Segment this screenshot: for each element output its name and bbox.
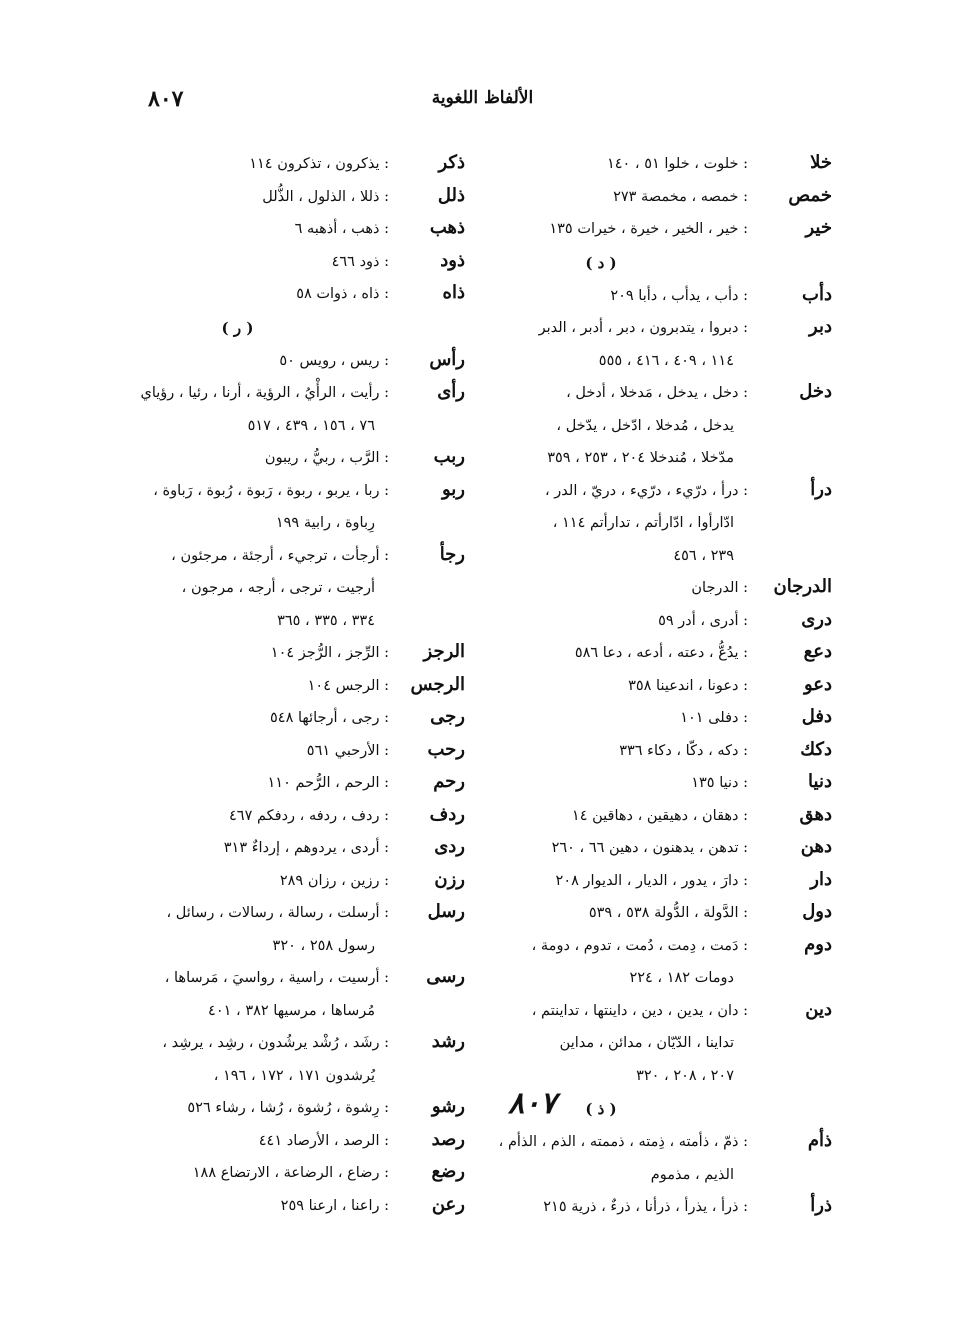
entry-line: : أردى ، يردوهم ، إرداءٌ ٣١٣: [223, 840, 389, 856]
entry-root: رشو: [431, 1096, 465, 1117]
entry-line: : خير ، الخير ، خيرة ، خيرات ١٣٥: [549, 221, 748, 237]
entry-forms: [490, 637, 748, 670]
dictionary-entry: [490, 475, 832, 573]
dictionary-entry: [120, 213, 465, 246]
entry-forms: [490, 377, 748, 475]
dictionary-entry: [120, 442, 465, 475]
entry-forms: [490, 1126, 748, 1191]
entry-root: خمص: [788, 184, 832, 206]
dictionary-entry: [120, 767, 465, 800]
entry-forms: [120, 278, 389, 311]
entry-forms: [120, 962, 389, 1027]
entry-line: : دعونا ، اندعينا ٣٥٨: [628, 677, 748, 694]
entry-root: دهق: [799, 803, 832, 825]
dictionary-entry: [120, 735, 465, 768]
entry-root: رسى: [426, 966, 465, 987]
entry-root: ذود: [440, 249, 465, 271]
entry-forms: [490, 897, 748, 930]
left-column: [120, 148, 465, 1222]
handwritten-page-note: ٨٠٧: [508, 1086, 557, 1121]
entry-line: : خمصه ، مخمصة ٢٧٣: [613, 188, 748, 205]
entry-line: : دَمت ، دِمت ، دُمت ، تدوم ، دومة ،: [531, 937, 748, 954]
dictionary-entry: [120, 148, 465, 181]
dictionary-entry: [490, 702, 832, 735]
entry-line: : رشَد ، رُشْد يرشُدون ، رشِد ، يرشِد ،: [162, 1035, 389, 1051]
entry-line: : ريس ، رويس ٥٠: [279, 352, 389, 369]
entry-line: : ذرأ ، يذرأ ، ذرأنا ، ذرءٌ ، ذرية ٢١٥: [543, 1199, 748, 1215]
entry-root: رأى: [437, 381, 465, 402]
entry-root: ردى: [434, 836, 465, 857]
entry-forms: [120, 213, 389, 246]
entry-forms: [490, 735, 748, 768]
entry-forms: [120, 702, 389, 735]
entry-forms: [120, 1092, 389, 1125]
section-heading: ( ذ ): [585, 1100, 617, 1118]
dictionary-entry: [490, 637, 832, 670]
entry-line: : رزين ، رزان ٢٨٩: [279, 872, 389, 889]
dictionary-entry: [490, 865, 832, 898]
entry-root: رزن: [434, 868, 465, 890]
entry-forms: [490, 702, 748, 735]
dictionary-entry: [120, 800, 465, 833]
entry-line: تداينا ، الدّيّان ، مدائن ، مداين: [559, 1035, 734, 1051]
entry-line: : الرجس ١٠٤: [307, 677, 389, 694]
entry-line: : يذكرون ، تذكرون ١١٤: [249, 156, 389, 172]
section-heading: ( د ): [585, 253, 617, 272]
entry-root: رحب: [427, 738, 465, 760]
entry-root: الرجس: [410, 673, 465, 695]
entry-line: ٧٦ ، ١٥٦ ، ٤٣٩ ، ٥١٧: [247, 417, 375, 434]
entry-root: رحم: [433, 771, 465, 792]
dictionary-entry: [120, 962, 465, 1027]
entry-root: رشد: [431, 1031, 465, 1052]
entry-line: ٢٣٩ ، ٤٥٦: [673, 547, 734, 564]
dictionary-entry: [490, 800, 832, 833]
entry-line: : الدَّولة ، الدُّولة ٥٣٨ ، ٥٣٩: [588, 905, 748, 921]
dictionary-entry: [120, 377, 465, 442]
section-heading: ( ر ): [221, 318, 254, 337]
running-header-title: الألفاظ اللغوية: [431, 88, 534, 108]
dictionary-entry: [490, 605, 832, 638]
entry-root: رسل: [427, 901, 465, 922]
entry-forms: [120, 897, 389, 962]
entry-line: : تدهن ، يدهنون ، دهين ٦٦ ، ٢٦٠: [551, 840, 748, 856]
entry-line: : الرصد ، الأرصاد ٤٤١: [258, 1132, 389, 1149]
dictionary-entry: [120, 181, 465, 214]
entry-line: : ردف ، ردفه ، ردفكم ٤٦٧: [229, 807, 389, 824]
dictionary-entry: [120, 702, 465, 735]
entry-root: ذرأ: [810, 1195, 832, 1216]
entry-forms: [120, 540, 389, 638]
entry-line: : دارَ ، يدور ، الديار ، الديوار ٢٠٨: [555, 872, 748, 889]
entry-line: : دفلى ١٠١: [680, 710, 748, 726]
entry-forms: [120, 832, 389, 865]
entry-forms: [120, 637, 389, 670]
entry-line: : الرَّب ، ربيُّ ، ريبون: [264, 450, 389, 466]
entry-forms: [490, 312, 748, 377]
entry-root: دفل: [801, 706, 832, 727]
entry-forms: [120, 246, 389, 279]
entry-forms: [490, 930, 748, 995]
entry-line: : ذمّ ، ذأمته ، ذِمته ، ذممته ، الذم ، الذأم ،: [498, 1134, 748, 1150]
entry-line: : ربا ، يربو ، ربوة ، رَبوة ، رُبوة ، رَباوة ،: [153, 482, 389, 499]
entry-forms: [490, 800, 748, 833]
entry-forms: [120, 767, 389, 800]
entry-line: ادّارأوا ، ادّارأتم ، تدارأتم ١١٤ ،: [552, 515, 734, 531]
page-number: ٨٠٧: [148, 86, 184, 112]
entry-forms: [120, 1125, 389, 1158]
entry-root: دوم: [804, 933, 832, 955]
entry-forms: [490, 832, 748, 865]
entry-root: رجى: [430, 706, 465, 727]
entry-line: مُرساها ، مرسيها ٣٨٢ ، ٤٠١: [208, 1002, 375, 1019]
entry-forms: [490, 148, 748, 181]
entry-root: ربو: [441, 478, 465, 500]
entry-line: : دان ، يدين ، دين ، داينتها ، تداينتم ،: [531, 1002, 748, 1019]
entry-forms: [120, 670, 389, 703]
entry-forms: [120, 148, 389, 181]
dictionary-entry: [490, 1126, 832, 1191]
entry-line: : أرسلت ، رسالة ، رسالات ، رسائل ،: [166, 905, 389, 921]
entry-root: دأب: [802, 283, 832, 305]
entry-forms: [120, 800, 389, 833]
entry-root: ردف: [429, 803, 465, 825]
dictionary-entry: [490, 181, 832, 214]
entry-root: ذهب: [429, 217, 465, 238]
entry-root: دخل: [799, 381, 832, 402]
entry-root: دار: [810, 868, 832, 890]
entry-line: : رأيت ، الرأْيُ ، الرؤية ، أرنا ، رئيا ، رؤياي: [140, 385, 389, 401]
entry-root: ذأم: [807, 1130, 832, 1151]
entry-forms: [490, 670, 748, 703]
entry-forms: [490, 995, 748, 1093]
dictionary-entry: [120, 345, 465, 378]
dictionary-entry: [490, 377, 832, 475]
entry-line: : خلوت ، خلوا ٥١ ، ١٤٠: [606, 156, 748, 172]
dictionary-entry: [120, 637, 465, 670]
entry-root: درأ: [810, 478, 832, 500]
entry-line: دومات ١٨٢ ، ٢٢٤: [629, 970, 734, 986]
entry-root: دعو: [803, 673, 832, 695]
entry-line: رِباوة ، رابية ١٩٩: [275, 515, 375, 531]
entry-root: ذلل: [437, 184, 465, 206]
entry-line: : الرحم ، الرُّحم ١١٠: [267, 775, 389, 791]
dictionary-entry: [120, 278, 465, 311]
dictionary-entry: [120, 1092, 465, 1125]
entry-forms: [490, 213, 748, 246]
entry-root: ذكر: [438, 152, 465, 173]
entry-root: رأس: [429, 348, 465, 370]
entry-root: دهن: [800, 836, 832, 857]
dictionary-entry: [120, 832, 465, 865]
dictionary-entry: [490, 280, 832, 313]
dictionary-entry: [490, 897, 832, 930]
entry-root: دنيا: [808, 771, 832, 792]
entry-line: مدّخلا ، مُندخلا ٢٠٤ ، ٢٥٣ ، ٣٥٩: [547, 450, 734, 466]
entry-line: : الأرحبي ٥٦١: [306, 742, 389, 759]
entry-line: الذيم ، مذموم: [650, 1166, 734, 1183]
entry-forms: [490, 1191, 748, 1224]
entry-line: : الرِّجز ، الرُّجز ١٠٤: [270, 645, 389, 661]
entry-line: أرجيت ، ترجى ، أرجه ، مرجون ،: [181, 580, 375, 596]
dictionary-entry: [490, 735, 832, 768]
dictionary-entry: [490, 995, 832, 1093]
entry-forms: [120, 865, 389, 898]
dictionary-entry: [120, 897, 465, 962]
dictionary-entry: [120, 1157, 465, 1190]
entry-line: : الدرجان: [691, 580, 748, 596]
entry-line: : درأ ، درّيء ، درّيء ، دريّ ، الدر ،: [545, 482, 748, 499]
entry-root: رجأ: [439, 543, 465, 565]
entry-root: خير: [805, 217, 832, 238]
entry-forms: [120, 345, 389, 378]
entry-line: ١١٤ ، ٤٠٩ ، ٤١٦ ، ٥٥٥: [598, 352, 734, 369]
entry-line: : رِشوة ، رُشوة ، رُشا ، رشاء ٥٢٦: [187, 1100, 389, 1116]
entry-line: يُرشدون ١٧١ ، ١٧٢ ، ١٩٦ ،: [213, 1067, 375, 1084]
entry-line: يدخل ، مُدخلا ، ادّخل ، يدّخل ،: [556, 417, 734, 434]
entry-root: درى: [801, 608, 832, 630]
dictionary-entry: [490, 312, 832, 377]
entry-forms: [490, 280, 748, 313]
entry-forms: [490, 767, 748, 800]
entry-line: : دأب ، يدأب ، دأبا ٢٠٩: [610, 287, 748, 304]
entry-root: دين: [805, 998, 832, 1020]
dictionary-entry: [120, 1125, 465, 1158]
entry-line: : ذود ٤٦٦: [331, 253, 389, 270]
entry-line: : رضاع ، الرضاعة ، الارتضاع ١٨٨: [192, 1165, 389, 1181]
entry-forms: [490, 181, 748, 214]
entry-forms: [120, 442, 389, 475]
entry-forms: [490, 475, 748, 573]
entry-root: رضع: [431, 1161, 465, 1182]
entry-line: : دنيا ١٣٥: [691, 775, 748, 791]
dictionary-entry: [120, 865, 465, 898]
entry-line: : أرسيت ، راسية ، رواسيَ ، مَرساها ،: [164, 970, 389, 986]
entry-line: : أرجأت ، ترجيء ، أرجئة ، مرجئون ،: [171, 547, 389, 564]
entry-line: ٣٣٤ ، ٣٣٥ ، ٣٦٥: [277, 612, 375, 629]
dictionary-entry: [490, 148, 832, 181]
entry-line: : دكه ، دكّا ، دكاء ٣٣٦: [619, 742, 748, 759]
entry-forms: [490, 572, 748, 605]
entry-root: الدرجان: [773, 576, 832, 597]
entry-line: : يدُعُّ ، دعته ، أدعه ، دعا ٥٨٦: [574, 645, 748, 661]
dictionary-entry: [120, 1190, 465, 1223]
dictionary-entry: [120, 670, 465, 703]
entry-root: ذاه: [442, 282, 465, 303]
entry-line: : دخل ، يدخل ، مَدخلا ، أدخل ،: [566, 385, 748, 401]
dictionary-entry: [490, 213, 832, 246]
entry-forms: [120, 735, 389, 768]
entry-forms: [120, 1190, 389, 1223]
entry-root: دول: [802, 901, 832, 922]
entry-root: خلا: [810, 152, 832, 173]
entry-line: رسول ٢٥٨ ، ٣٢٠: [272, 937, 375, 954]
entry-line: : رجى ، أرجائها ٥٤٨: [270, 710, 389, 726]
entry-line: : ذاه ، ذوات ٥٨: [296, 286, 389, 302]
entry-forms: [120, 1027, 389, 1092]
right-column: [490, 148, 832, 1224]
dictionary-entry: [490, 670, 832, 703]
entry-line: : راعنا ، ارعنا ٢٥٩: [280, 1197, 389, 1214]
entry-root: دبر: [809, 316, 832, 337]
dictionary-entry: [120, 475, 465, 540]
entry-forms: [490, 605, 748, 638]
entry-root: الرجز: [423, 641, 465, 662]
entry-forms: [120, 377, 389, 442]
dictionary-entry: [490, 1191, 832, 1224]
entry-line: : أدرى ، أدر ٥٩: [658, 612, 748, 629]
dictionary-entry: [490, 930, 832, 995]
entry-forms: [490, 865, 748, 898]
entry-line: : دبروا ، يتدبرون ، دبر ، أدبر ، الدبر: [538, 320, 748, 336]
dictionary-entry: [120, 1027, 465, 1092]
entry-line: : دهقان ، دهيقين ، دهاقين ١٤: [571, 807, 748, 824]
dictionary-entry: [490, 832, 832, 865]
dictionary-entry: [490, 572, 832, 605]
entry-forms: [120, 181, 389, 214]
entry-line: ٢٠٧ ، ٢٠٨ ، ٣٢٠: [636, 1067, 734, 1084]
dictionary-entry: [120, 540, 465, 638]
entry-root: دكك: [800, 738, 832, 760]
entry-line: : ذللا ، الذلول ، الذُّلل: [262, 188, 389, 205]
entry-forms: [120, 1157, 389, 1190]
entry-root: ربب: [433, 446, 465, 467]
dictionary-entry: [120, 246, 465, 279]
entry-root: رعن: [431, 1193, 465, 1215]
entry-line: : ذهب ، أذهبه ٦: [294, 221, 389, 237]
entry-forms: [120, 475, 389, 540]
dictionary-entry: [490, 767, 832, 800]
entry-root: رصد: [431, 1128, 465, 1150]
entry-root: دعع: [803, 641, 832, 662]
